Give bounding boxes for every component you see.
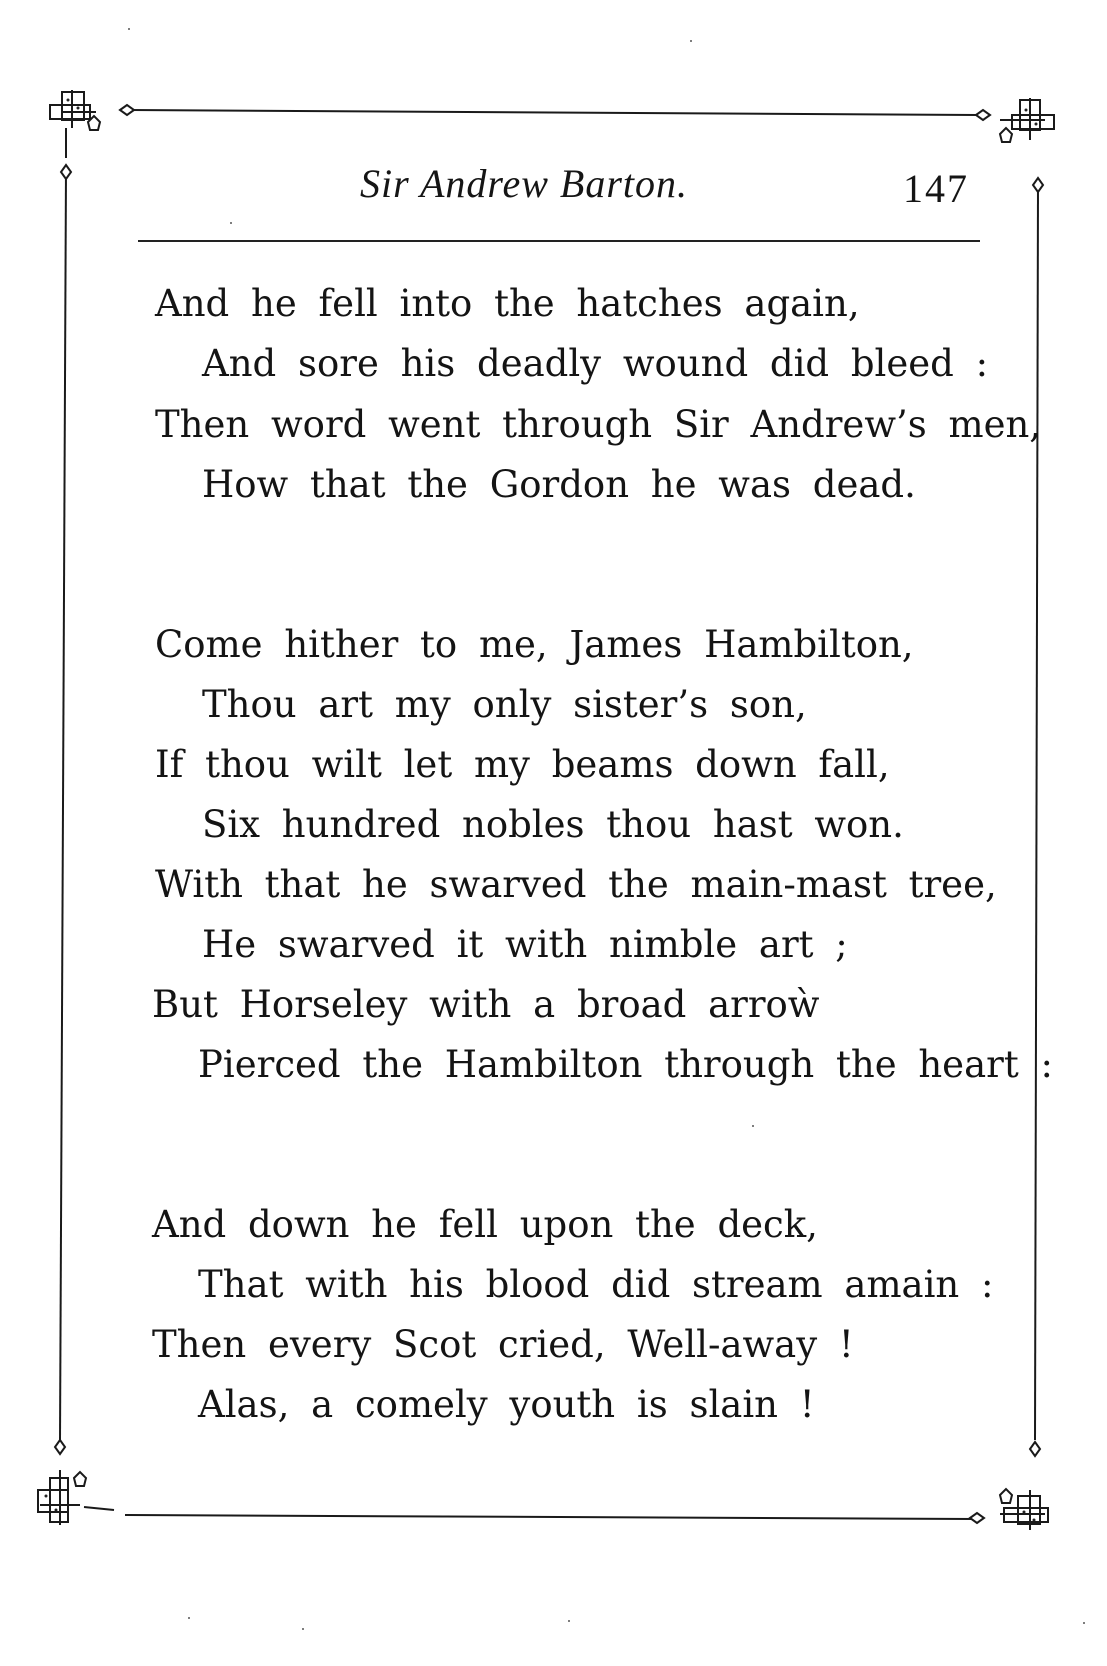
- poem-line: Thou art my only sister’s son,: [202, 683, 807, 726]
- corner-ornament-top-right: [1000, 98, 1054, 142]
- corner-ornament-bottom-left: [38, 1470, 114, 1525]
- paper-speck: [128, 28, 130, 30]
- poem-line: How that the Gordon he was dead.: [202, 463, 916, 506]
- page-number: 147: [903, 166, 969, 211]
- paper-speck: [302, 1628, 304, 1630]
- poem-line: He swarved it with nimble art ;: [202, 923, 848, 966]
- running-title: Sir Andrew Barton.: [360, 161, 689, 206]
- poem-line: Alas, a comely youth is slain !: [198, 1383, 815, 1426]
- paper-speck: [1083, 1622, 1085, 1624]
- poem-line: Then every Scot cried, Well-away !: [152, 1323, 854, 1366]
- paper-speck: [188, 1617, 190, 1619]
- poem-line: With that he swarved the main-mast tree,: [155, 863, 997, 906]
- poem-line: Six hundred nobles thou hast won.: [202, 803, 904, 846]
- poem-line: And down he fell upon the deck,: [152, 1203, 818, 1246]
- poem-line: And sore his deadly wound did bleed :: [202, 342, 989, 385]
- poem-line: Come hither to me, James Hambilton,: [155, 623, 914, 666]
- poem-line: And he fell into the hatches again,: [155, 282, 860, 325]
- paper-speck: [690, 40, 692, 42]
- poem-line: Then word went through Sir Andrew’s men,: [155, 403, 1042, 446]
- poem-line: But Horseley with a broad arroẁ: [152, 983, 820, 1026]
- paper-speck: [568, 1620, 570, 1622]
- corner-ornament-bottom-right: [1000, 1489, 1048, 1530]
- poem-line: That with his blood did stream amain :: [198, 1263, 994, 1306]
- paper-speck: [230, 222, 232, 224]
- poem-line: Pierced the Hambilton through the heart :: [198, 1043, 1053, 1086]
- corner-ornament-top-left: [50, 90, 100, 158]
- poem-line: If thou wilt let my beams down fall,: [155, 743, 890, 786]
- paper-speck: [752, 1125, 754, 1127]
- header-rule: [138, 240, 980, 242]
